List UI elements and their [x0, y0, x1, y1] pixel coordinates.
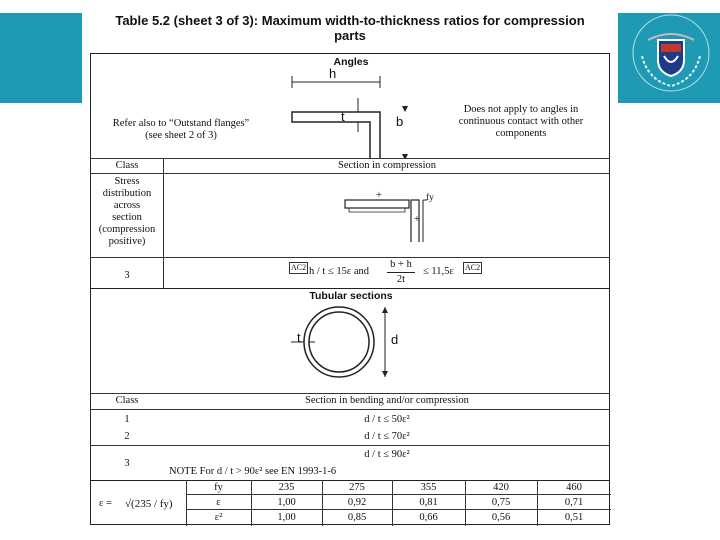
- class-header: Class: [115, 160, 139, 171]
- tube-class-3: 3: [124, 458, 130, 469]
- note-line-2: continuous contact with other: [458, 116, 584, 127]
- eps-cell: 0,71: [564, 497, 584, 508]
- eps2-cell: 0,66: [419, 512, 438, 523]
- class-header: Class: [115, 395, 139, 406]
- rule: [91, 409, 609, 410]
- tube-class-2: 2: [124, 431, 130, 442]
- rule: [186, 494, 611, 495]
- title-line-1: Table 5.2 (sheet 3 of 3): Maximum width-to-thickness ratios for compression: [115, 13, 585, 28]
- rule: [91, 158, 609, 159]
- row-label-eps: ε: [216, 497, 221, 508]
- row-label-eps2: ε²: [214, 512, 223, 523]
- epsilon-symbol: ε =: [99, 498, 112, 509]
- tube-class-1: 1: [124, 414, 130, 425]
- stress-distribution-label: [91, 176, 163, 248]
- stress-line: distribution: [102, 188, 152, 199]
- fy-cell: 420: [493, 482, 509, 493]
- tube-limit-1: d / t ≤ 50ε²: [364, 414, 410, 425]
- tube-limit-3: d / t ≤ 90ε²: [364, 449, 410, 460]
- fy-label: fy: [426, 193, 434, 203]
- tube-label-t: t: [297, 330, 301, 345]
- note-line-1: Does not apply to angles in: [463, 104, 579, 115]
- column-rule: [163, 158, 164, 288]
- table-document: [82, 13, 618, 523]
- tube-limit-2: d / t ≤ 70ε²: [364, 431, 410, 442]
- eps-cell: 0,92: [347, 497, 367, 508]
- note-line-3: components: [495, 128, 547, 139]
- fraction-denominator: 2t: [396, 274, 406, 285]
- rule: [91, 288, 609, 289]
- refer-line-1: Refer also to “Outstand flanges”: [112, 118, 250, 129]
- stress-plus-side: +: [414, 214, 420, 225]
- stress-line: across: [113, 200, 141, 211]
- stress-line: positive): [108, 236, 146, 247]
- fy-cell: 355: [420, 482, 437, 493]
- angle-label-b: b: [396, 114, 404, 129]
- epsilon-formula: √(235 / fy): [125, 498, 173, 510]
- rule: [91, 445, 609, 446]
- rule: [91, 257, 609, 258]
- eps-cell: 0,75: [491, 497, 511, 508]
- row-label-fy: fy: [214, 482, 223, 493]
- section-header: Section in compression: [338, 160, 436, 171]
- fy-cell: 460: [566, 482, 582, 493]
- refer-note: [91, 118, 271, 142]
- tube-note: NOTE For d / t > 90ε² see EN 1993-1-6: [169, 466, 337, 477]
- class-3-label: 3: [124, 270, 130, 281]
- angle-formula-part2: ≤ 11,5ε: [423, 266, 454, 277]
- angles-heading: Angles: [333, 56, 369, 68]
- eps2-cell: 0,85: [347, 512, 367, 523]
- stress-distribution-diagram: [339, 184, 439, 242]
- angle-label-t: t: [341, 109, 345, 124]
- refer-line-2: (see sheet 2 of 3): [145, 130, 217, 141]
- fy-cell: 275: [349, 482, 365, 493]
- stress-plus-top: +: [376, 190, 382, 201]
- fraction-bar: [387, 272, 415, 273]
- fraction-numerator: b + h: [390, 259, 412, 270]
- angles-note: [431, 104, 611, 140]
- eps-cell: 0,81: [419, 497, 438, 508]
- eps-cell: 1,00: [277, 497, 296, 508]
- angle-label-h: h: [329, 66, 337, 81]
- ratio-table: [90, 53, 610, 525]
- eps2-cell: 0,51: [564, 512, 584, 523]
- eps2-cell: 1,00: [277, 512, 296, 523]
- rule: [91, 393, 609, 394]
- eps2-cell: 0,56: [491, 512, 511, 523]
- title-line-2: parts: [334, 28, 366, 43]
- tubular-heading: Tubular sections: [309, 290, 393, 302]
- angle-formula-part1: h / t ≤ 15ε and: [309, 266, 370, 277]
- stress-line: Stress: [114, 176, 140, 187]
- rule: [91, 480, 609, 481]
- table-title: [82, 13, 618, 43]
- fy-cell: 235: [278, 482, 295, 493]
- stress-line: (compression: [98, 224, 156, 235]
- ac2-mark-right: AC2: [465, 263, 481, 272]
- university-logo-icon: [628, 10, 714, 96]
- angle-section-diagram: [286, 68, 426, 158]
- tube-label-d: d: [391, 332, 399, 347]
- stress-line: section: [112, 212, 142, 223]
- ac2-mark-left: AC2: [291, 263, 307, 272]
- rule: [186, 509, 611, 510]
- section-header: Section in bending and/or compression: [305, 395, 469, 406]
- rule: [91, 173, 609, 174]
